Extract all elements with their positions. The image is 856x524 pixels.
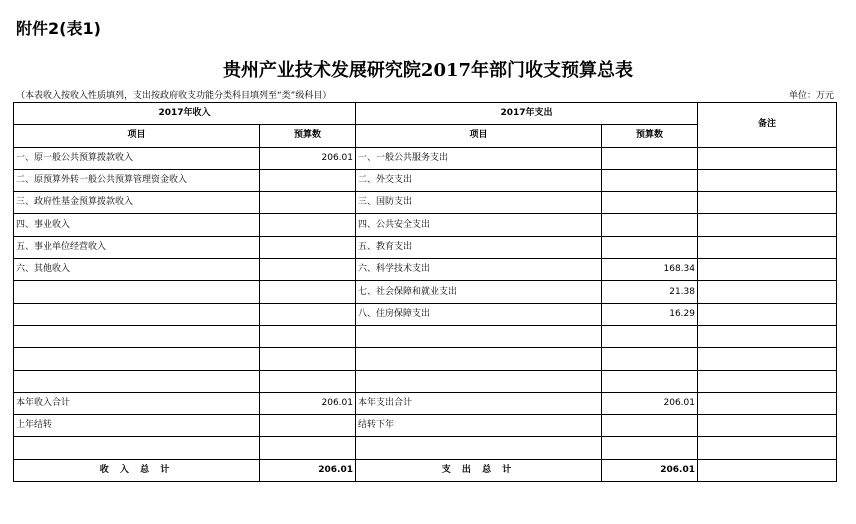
expense-amount-cell <box>602 415 698 437</box>
income-total-amount: 206.01 <box>260 459 356 481</box>
expense-item-cell: 结转下年 <box>356 415 602 437</box>
remarks-cell <box>698 147 837 169</box>
expense-item-cell: 七、社会保障和就业支出 <box>356 281 602 303</box>
income-item-cell: 二、原预算外转一般公共预算管理资金收入 <box>14 169 260 191</box>
remarks-cell <box>698 192 837 214</box>
table-row <box>14 214 837 236</box>
expense-amount-cell <box>602 169 698 191</box>
unit-label: 单位：万元 <box>788 91 834 101</box>
income-item-cell: 四、事业收入 <box>14 214 260 236</box>
income-amount-cell <box>260 437 356 459</box>
expense-budget-header: 预算数 <box>602 125 698 147</box>
income-item-cell <box>14 303 260 325</box>
budget-table <box>13 102 837 482</box>
expense-amount-cell <box>602 370 698 392</box>
table-row <box>14 192 837 214</box>
income-amount-cell <box>260 348 356 370</box>
table-note: （本表收入按收入性质填列，支出按政府收支功能分类科目填列至“类”级科目） <box>16 91 332 101</box>
income-item-cell <box>14 281 260 303</box>
remarks-cell <box>698 236 837 258</box>
expense-item-cell: 八、住房保障支出 <box>356 303 602 325</box>
remarks-cell <box>698 169 837 191</box>
income-group-header: 2017年收入 <box>14 103 356 125</box>
income-amount-cell <box>260 259 356 281</box>
table-row <box>14 303 837 325</box>
income-item-cell: 五、事业单位经营收入 <box>14 236 260 258</box>
header-row-group <box>14 103 837 125</box>
table-row <box>14 348 837 370</box>
income-budget-header: 预算数 <box>260 125 356 147</box>
table-row <box>14 169 837 191</box>
table-row <box>14 437 837 459</box>
expense-item-cell: 五、教育支出 <box>356 236 602 258</box>
income-amount-cell <box>260 415 356 437</box>
table-row <box>14 370 837 392</box>
income-amount-cell <box>260 169 356 191</box>
income-item-cell: 一、原一般公共预算拨款收入 <box>14 147 260 169</box>
income-amount-cell: 206.01 <box>260 147 356 169</box>
remarks-cell <box>698 214 837 236</box>
remarks-cell <box>698 415 837 437</box>
table-row <box>14 281 837 303</box>
income-amount-cell: 206.01 <box>260 392 356 414</box>
table-row <box>14 325 837 347</box>
income-item-cell <box>14 370 260 392</box>
attachment-label: 附件2(表1) <box>16 19 101 38</box>
expense-item-header: 项目 <box>356 125 602 147</box>
expense-amount-cell: 168.34 <box>602 259 698 281</box>
totals-row <box>14 459 837 481</box>
expense-total-label: 支 出 总 计 <box>356 459 602 481</box>
expense-item-cell: 一、一般公共服务支出 <box>356 147 602 169</box>
income-amount-cell <box>260 281 356 303</box>
income-item-cell: 上年结转 <box>14 415 260 437</box>
remarks-cell <box>698 437 837 459</box>
expense-item-cell: 四、公共安全支出 <box>356 214 602 236</box>
expense-amount-cell <box>602 236 698 258</box>
expense-total-amount: 206.01 <box>602 459 698 481</box>
income-item-cell: 三、政府性基金预算拨款收入 <box>14 192 260 214</box>
income-total-label: 收 入 总 计 <box>14 459 260 481</box>
expense-amount-cell <box>602 192 698 214</box>
expense-amount-cell <box>602 325 698 347</box>
income-item-header: 项目 <box>14 125 260 147</box>
expense-item-cell: 本年支出合计 <box>356 392 602 414</box>
income-amount-cell <box>260 214 356 236</box>
table-row <box>14 147 837 169</box>
income-item-cell: 本年收入合计 <box>14 392 260 414</box>
income-amount-cell <box>260 325 356 347</box>
expense-item-cell <box>356 325 602 347</box>
income-amount-cell <box>260 370 356 392</box>
table-row <box>14 392 837 414</box>
income-amount-cell <box>260 236 356 258</box>
expense-item-cell <box>356 437 602 459</box>
expense-amount-cell: 21.38 <box>602 281 698 303</box>
remarks-cell <box>698 303 837 325</box>
expense-amount-cell: 206.01 <box>602 392 698 414</box>
remarks-cell <box>698 392 837 414</box>
income-amount-cell <box>260 303 356 325</box>
table-row <box>14 236 837 258</box>
expense-item-cell <box>356 370 602 392</box>
expense-group-header: 2017年支出 <box>356 103 698 125</box>
expense-amount-cell: 16.29 <box>602 303 698 325</box>
page-title: 贵州产业技术发展研究院2017年部门收支预算总表 <box>222 60 634 81</box>
remarks-header: 备注 <box>698 103 837 148</box>
remarks-cell <box>698 370 837 392</box>
table-row <box>14 259 837 281</box>
table-row <box>14 415 837 437</box>
expense-amount-cell <box>602 147 698 169</box>
income-amount-cell <box>260 192 356 214</box>
expense-amount-cell <box>602 214 698 236</box>
income-item-cell: 六、其他收入 <box>14 259 260 281</box>
income-item-cell <box>14 325 260 347</box>
remarks-cell <box>698 459 837 481</box>
expense-item-cell <box>356 348 602 370</box>
expense-item-cell: 三、国防支出 <box>356 192 602 214</box>
expense-item-cell: 六、科学技术支出 <box>356 259 602 281</box>
remarks-cell <box>698 281 837 303</box>
remarks-cell <box>698 259 837 281</box>
expense-amount-cell <box>602 437 698 459</box>
expense-amount-cell <box>602 348 698 370</box>
expense-item-cell: 二、外交支出 <box>356 169 602 191</box>
remarks-cell <box>698 348 837 370</box>
remarks-cell <box>698 325 837 347</box>
income-item-cell <box>14 348 260 370</box>
income-item-cell <box>14 437 260 459</box>
